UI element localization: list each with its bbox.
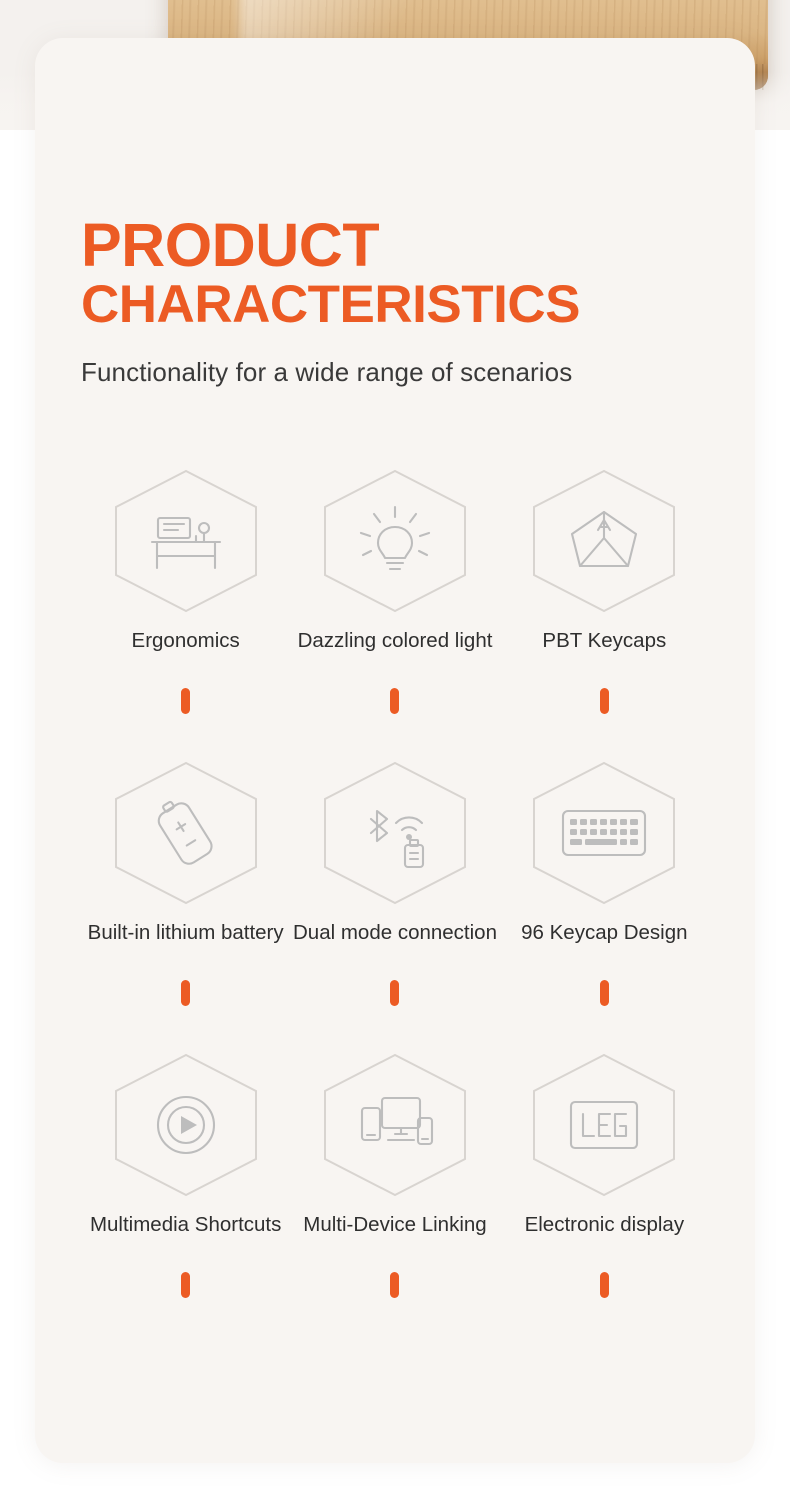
feature-item-lithium-battery <box>81 758 290 1006</box>
accent-tick <box>600 980 609 1006</box>
feature-label: Ergonomics <box>131 628 240 652</box>
feature-label: Multi-Device Linking <box>303 1212 487 1236</box>
hex-badge <box>525 1050 683 1200</box>
feature-item-multi-device-linking <box>290 1050 499 1298</box>
accent-tick <box>600 1272 609 1298</box>
feature-item-dazzling-light <box>290 466 499 714</box>
hex-badge <box>107 466 265 616</box>
accent-tick <box>181 1272 190 1298</box>
accent-tick <box>181 980 190 1006</box>
feature-item-ergonomics <box>81 466 290 714</box>
feature-label: Electronic display <box>524 1212 685 1236</box>
feature-label: Built-in lithium battery <box>87 920 284 944</box>
hexagon-outline-icon <box>316 1050 474 1200</box>
hex-badge <box>525 466 683 616</box>
feature-grid <box>81 466 709 1298</box>
feature-item-pbt-keycaps <box>500 466 709 714</box>
hex-badge <box>316 466 474 616</box>
feature-label: Dual mode connection <box>292 920 497 944</box>
row-spacer <box>290 714 499 758</box>
hex-badge <box>525 758 683 908</box>
title-line-secondary: CHARACTERISTICS <box>81 274 580 334</box>
row-spacer <box>81 714 290 758</box>
feature-item-electronic-display <box>500 1050 709 1298</box>
hexagon-outline-icon <box>525 466 683 616</box>
page-title <box>81 211 709 334</box>
hexagon-outline-icon <box>525 1050 683 1200</box>
hexagon-outline-icon <box>107 758 265 908</box>
accent-tick <box>181 688 190 714</box>
accent-tick <box>390 1272 399 1298</box>
feature-item-multimedia-shortcuts <box>81 1050 290 1298</box>
accent-tick <box>600 688 609 714</box>
feature-label: PBT Keycaps <box>542 628 667 652</box>
hexagon-outline-icon <box>107 1050 265 1200</box>
hexagon-outline-icon <box>525 758 683 908</box>
row-spacer <box>500 714 709 758</box>
hexagon-outline-icon <box>107 466 265 616</box>
page-subtitle: Functionality for a wide range of scenarios <box>81 356 573 387</box>
accent-tick <box>390 688 399 714</box>
row-spacer <box>81 1006 290 1050</box>
feature-label: Multimedia Shortcuts <box>89 1212 282 1236</box>
hex-badge <box>316 1050 474 1200</box>
feature-label: Dazzling colored light <box>297 628 493 652</box>
title-line-primary: PRODUCT <box>81 211 380 279</box>
content-card <box>35 38 755 1463</box>
row-spacer <box>500 1006 709 1050</box>
feature-item-dual-mode <box>290 758 499 1006</box>
row-spacer <box>290 1006 499 1050</box>
feature-label: 96 Keycap Design <box>521 920 688 944</box>
hexagon-outline-icon <box>316 758 474 908</box>
accent-tick <box>390 980 399 1006</box>
hex-badge <box>107 758 265 908</box>
hex-badge <box>316 758 474 908</box>
feature-item-96-keycap-design <box>500 758 709 1006</box>
hexagon-outline-icon <box>316 466 474 616</box>
hex-badge <box>107 1050 265 1200</box>
